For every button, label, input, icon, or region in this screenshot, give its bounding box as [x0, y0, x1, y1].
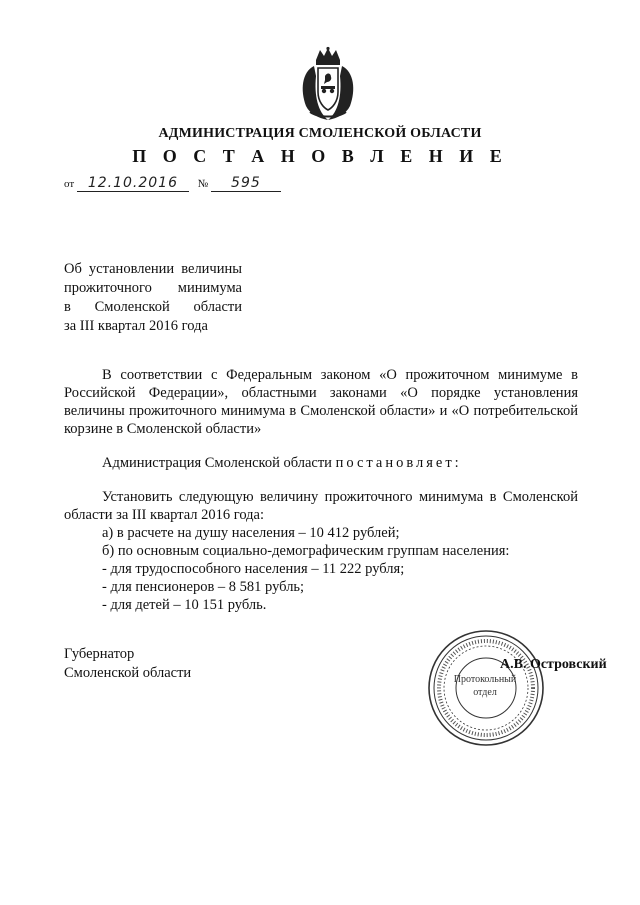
number-field — [211, 176, 281, 192]
stamp-inner-text — [447, 673, 523, 699]
subject-line: Об установлении величины — [64, 261, 242, 277]
stamp-line: отдел — [473, 687, 497, 698]
establish-paragraph: Установить следующую величину прожиточного минимума в Смоленской области за III квартал 2016 года: — [64, 489, 578, 523]
subject-line: за III квартал 2016 года — [64, 318, 208, 334]
list-item: - для трудоспособного населения – 11 222 рубля; — [102, 561, 405, 577]
signatory-position — [64, 645, 191, 683]
date-number-line — [64, 176, 281, 192]
date-field — [77, 176, 189, 192]
list-item: б) по основным социально-демографическим группам населения: — [102, 543, 510, 559]
signatory-name: А.В. Островский — [500, 657, 607, 672]
decree-verb: постановляет: — [335, 455, 462, 471]
list-item: - для пенсионеров – 8 581 рубль; — [102, 579, 305, 595]
decree-lead: Администрация Смоленской области — [102, 455, 336, 471]
list-item: - для детей – 10 151 рубль. — [102, 597, 267, 613]
position-line: Смоленской области — [64, 665, 192, 681]
preamble-paragraph: В соответствии с Федеральным законом «О прожиточном минимуме в Российской Федерации», областными законами «О порядке установления величины прожиточного минимума в Смоленской области» и «О потребительской корзине в Смоленской области» — [64, 367, 578, 437]
list-item: а) в расчете на душу населения – 10 412 рублей; — [102, 525, 400, 541]
date-value: 12.10.2016 — [87, 175, 178, 191]
number-value: 595 — [231, 175, 261, 191]
coat-of-arms-emblem — [296, 46, 360, 122]
organization-name: АДМИНИСТРАЦИЯ СМОЛЕНСКОЙ ОБЛАСТИ — [158, 126, 482, 141]
date-prefix: от — [64, 178, 75, 190]
subject-line: в Смоленской области — [64, 299, 242, 315]
subject-line: прожиточного минимума — [64, 280, 242, 296]
decree-line — [102, 454, 462, 472]
document-subject — [64, 260, 242, 336]
position-line: Губернатор — [64, 646, 135, 662]
document-type-title: П О С Т А Н О В Л Е Н И Е — [132, 146, 508, 166]
stamp-line: Протокольный — [453, 674, 517, 685]
number-prefix: № — [197, 178, 209, 190]
